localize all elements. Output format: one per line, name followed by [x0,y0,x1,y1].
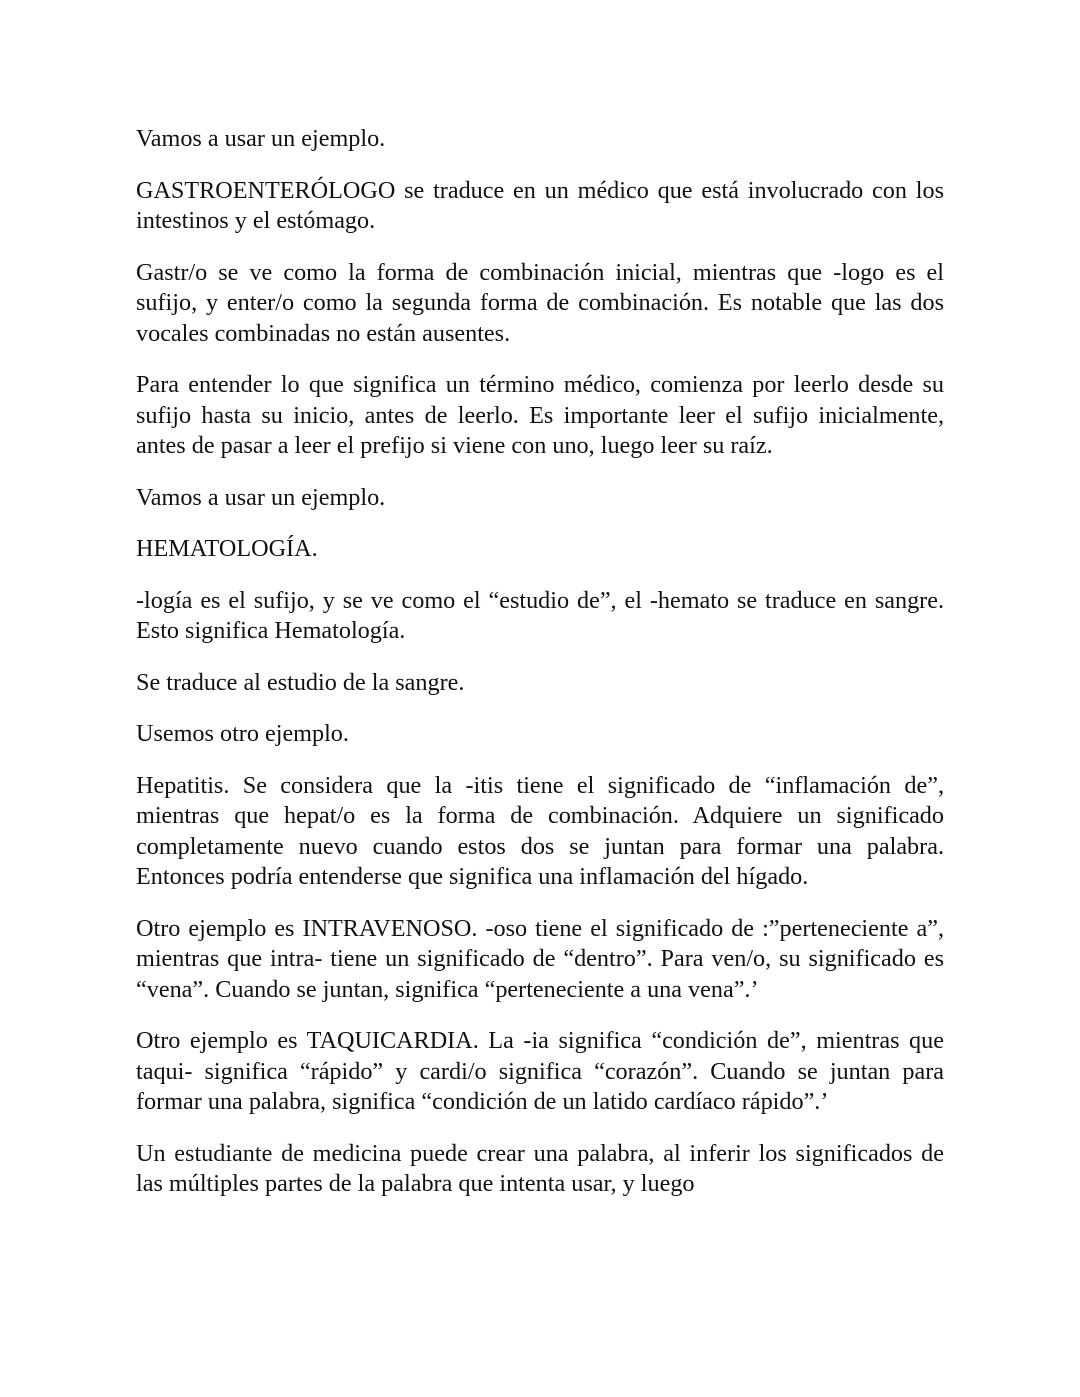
paragraph-8: Se traduce al estudio de la sangre. [136,668,465,696]
paragraph-13: Un estudiante de medicina puede crear una palabra, al inferir los significados de las múltiples partes de la palabra que intenta usar, y luego [136,1139,944,1197]
paragraph-11: Otro ejemplo es INTRAVENOSO. -oso tiene el significado de :”perteneciente a”, mientras que intra- tiene un significado de “dentro”. Para ven/o, su significado es “vena”. Cuando se juntan, significa “perteneciente a una vena”.’ [136,914,944,1003]
paragraph-7: -logía es el sufijo, y se ve como el “estudio de”, el -hemato se traduce en sangre. Esto significa Hematología. [136,586,944,644]
paragraph-9: Usemos otro ejemplo. [136,720,349,747]
paragraph-10: Hepatitis. Se considera que la -itis tiene el significado de “inflamación de”, mientras que hepat/o es la forma de combinación. Adquiere un significado completamente nuevo cuando estos dos se juntan para formar una palabra. Entonces podría entenderse que significa una inflamación del hígado. [136,771,944,890]
paragraph-6: HEMATOLOGÍA. [136,535,318,562]
paragraph-2: GASTROENTERÓLOGO se traduce en un médico que está involucrado con los intestinos y el estómago. [136,176,944,234]
paragraph-4: Para entender lo que significa un término médico, comienza por leerlo desde su sufijo hasta su inicio, antes de leerlo. Es importante leer el sufijo inicialmente, antes de pasar a leer el prefijo si viene con uno, luego leer su raíz. [136,371,944,459]
paragraph-12: Otro ejemplo es TAQUICARDIA. La -ia significa “condición de”, mientras que taqui- significa “rápido” y cardi/o significa “corazón”. Cuando se juntan para formar una palabra, significa “condición de un latido cardíaco rápido”.’ [136,1027,944,1115]
paragraph-1: Vamos a usar un ejemplo. [136,125,386,152]
paragraph-5: Vamos a usar un ejemplo. [136,483,386,511]
document-page [136,124,944,1221]
paragraph-3: Gastr/o se ve como la forma de combinación inicial, mientras que -logo es el sufijo, y enter/o como la segunda forma de combinación. Es notable que las dos vocales combinadas no están ausentes. [136,258,944,347]
